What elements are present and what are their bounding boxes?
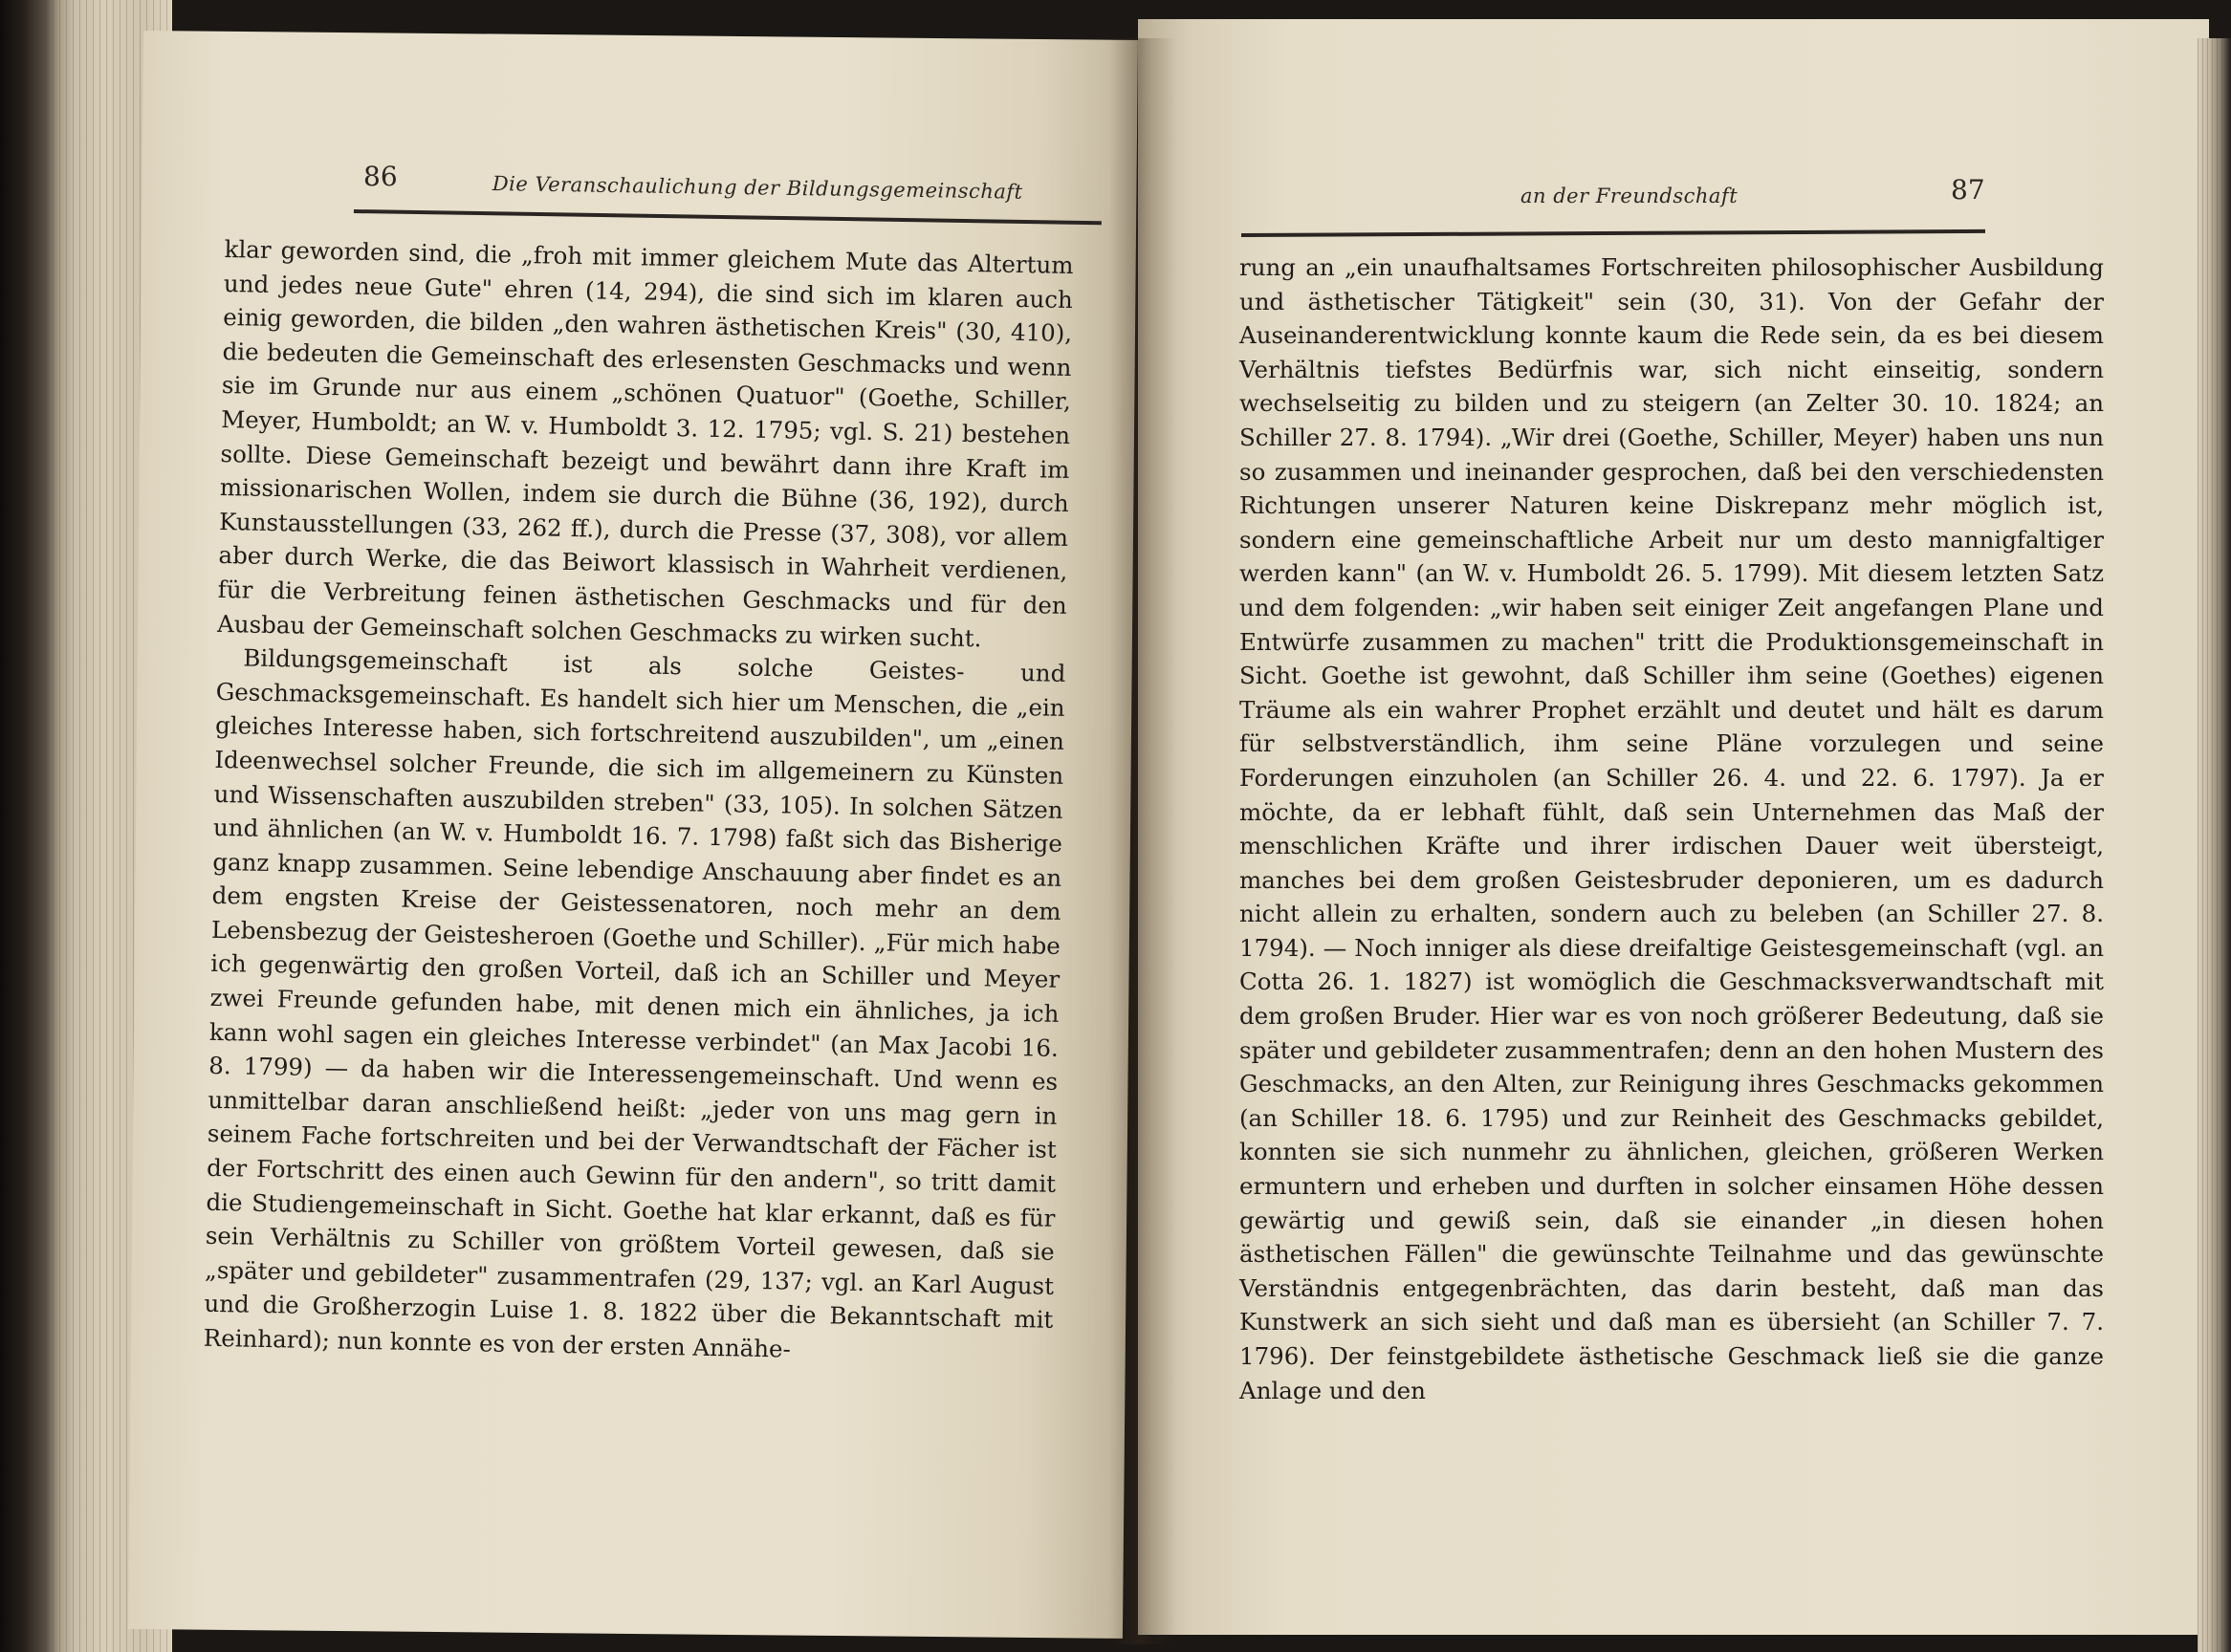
left-page-body — [203, 232, 1073, 1371]
right-page-number: 87 — [1951, 174, 1985, 206]
book-gutter — [1109, 38, 1176, 1644]
right-page-edges — [2198, 38, 2231, 1652]
left-running-head: Die Veranschaulichung der Bildungsgemeinschaft — [492, 172, 1023, 204]
left-page-number: 86 — [363, 161, 398, 192]
left-paragraph-1: klar geworden sind, die „froh mit immer gleichem Mute das Altertum und jedes neue Gute" ehren (14, 294), die sind sich im klaren auch einig geworden, die bilden „den wahren ästhetischen Kreis" (30, 410), die bedeuten die Gemeinschaft des erlesensten Geschmacks und wenn sie im Grunde nur aus einem „schönen Quatuor" (Goethe, Schiller, Meyer, Humboldt; an W. v. Humboldt 3. 12. 1795; vgl. S. 21) bestehen sollte. Diese Gemeinschaft bezeigt und bewährt dann ihre Kraft im missionarischen Wollen, indem sie durch die Bühne (36, 192), durch Kunstausstellungen (33, 262 ff.), durch die Presse (37, 308), vor allem aber durch Werke, die das Beiwort klassisch in Wahrheit verdienen, für die Verbreitung feinen ästhetischen Geschmacks und für den Ausbau der Gemeinschaft solchen Geschmacks zu wirken sucht. — [216, 234, 1074, 652]
right-paragraph-1: rung an „ein unaufhaltsames Fortschreiten philosophischer Ausbildung und ästhetischer Tätigkeit" sein (30, 31). Von der Gefahr der Auseinanderentwicklung konnte kaum die Rede sein, da es bei diesem Verhältnis tiefstes Bedürfnis war, sich nicht einseitig, sondern wechselseitig zu bilden und zu steigern (an Zelter 30. 10. 1824; an Schiller 27. 8. 1794). „Wir drei (Goethe, Schiller, Meyer) haben uns nun so zusammen und ineinander gesprochen, daß bei den verschiedensten Richtungen unserer Naturen keine Diskrepanz mehr möglich ist, sondern eine gemeinschaftliche Arbeit nur um desto mannigfaltiger werden kann" (an W. v. Humboldt 26. 5. 1799). Mit diesem letzten Satz und dem folgenden: „wir haben seit einiger Zeit angefangen Plane und Entwürfe zusammen zu machen" tritt die Produktionsgemeinschaft in Sicht. Goethe ist gewohnt, daß Schiller ihm seine (Goethes) eigenen Träume als ein wahrer Prophet erzählt und deutet und hält es darum für selbstverständlich, ihm seine Pläne vorzulegen und seine Forderungen einzuholen (an Schiller 26. 4. und 22. 6. 1797). Ja er möchte, da er lebhaft fühlt, daß sein Unternehmen das Maß der menschlichen Kräfte und ihrer irdischen Dauer weit übersteigt, manches bei dem großen Geistesbruder deponieren, um es dadurch nicht allein zu erhalten, sondern auch zu beleben (an Schiller 27. 8. 1794). — Noch inniger als diese dreifaltige Geistesgemeinschaft (vgl. an Cotta 26. 1. 1827) ist womöglich die Geschmacksverwandtschaft mit dem großen Bruder. Hier war es von noch größerer Bedeutung, daß sie später und gebildeter zusammentrafen; denn an den hohen Mustern des Geschmacks, an den Alten, zur Reinigung ihres Geschmacks gekommen (an Schiller 18. 6. 1795) und zur Reinheit des Geschmacks gebildet, konnten sie sich nunmehr zu ähnlichen, gleichen, größeren Werken ermuntern und erheben und durften in solcher einsamen Höhe dessen gewärtig und gewiß sein, daß sie einander „in diesen hohen ästhetischen Fällen" die gewünschte Teilnahme und das gewünschte Verständnis entgegenbrächten, das darin besteht, daß man das Kunstwerk an sich sieht und daß man es übersieht (an Schiller 7. 7. 1796). Der feinstgebildete ästhetische Geschmack ließ sie die ganze Anlage und den — [1239, 253, 2104, 1404]
right-page-body — [1239, 250, 2104, 1407]
right-running-head: an der Freundschaft — [1520, 185, 1739, 207]
left-paragraph-2: Bildungsgemeinschaft ist als solche Geistes- und Geschmacksgemeinschaft. Es handelt sich hier um Menschen, die „ein gleiches Interesse haben, sich fortschreitend auszubilden", um „einen Ideenwechsel solcher Freunde, die sich im allgemeinern zu Künsten und Wissenschaften auszubilden streben" (33, 105). In solchen Sätzen und ähnlichen (an W. v. Humboldt 16. 7. 1798) faßt sich das Bisherige ganz knapp zusammen. Seine lebendige Anschauung aber findet es an dem engsten Kreise der Geistessenatoren, noch mehr an dem Lebensbezug der Geistesheroen (Goethe und Schiller). „Für mich habe ich gegenwärtig den großen Vorteil, daß ich an Schiller und Meyer zwei Freunde gefunden habe, mit denen mich ein ähnliches, ja ich kann wohl sagen ein gleiches Interesse verbindet" (an Max Jacobi 16. 8. 1799) — da haben wir die Interessengemeinschaft. Und wenn es unmittelbar daran anschließend heißt: „jeder von uns mag gern in seinem Fache fortschreiten und bei der Verwandtschaft der Fächer ist der Fortschritt des einen auch Gewinn für den andern", so tritt damit die Studiengemeinschaft in Sicht. Goethe hat klar erkannt, daß es für sein Verhältnis zu Schiller von größtem Vorteil gewesen, daß sie „später und gebildeter" zusammentrafen (29, 137; vgl. an Karl August und die Großherzogin Luise 1. 8. 1822 über die Bekanntschaft mit Reinhard); nun konnte es von der ersten Annähe- — [203, 643, 1066, 1363]
